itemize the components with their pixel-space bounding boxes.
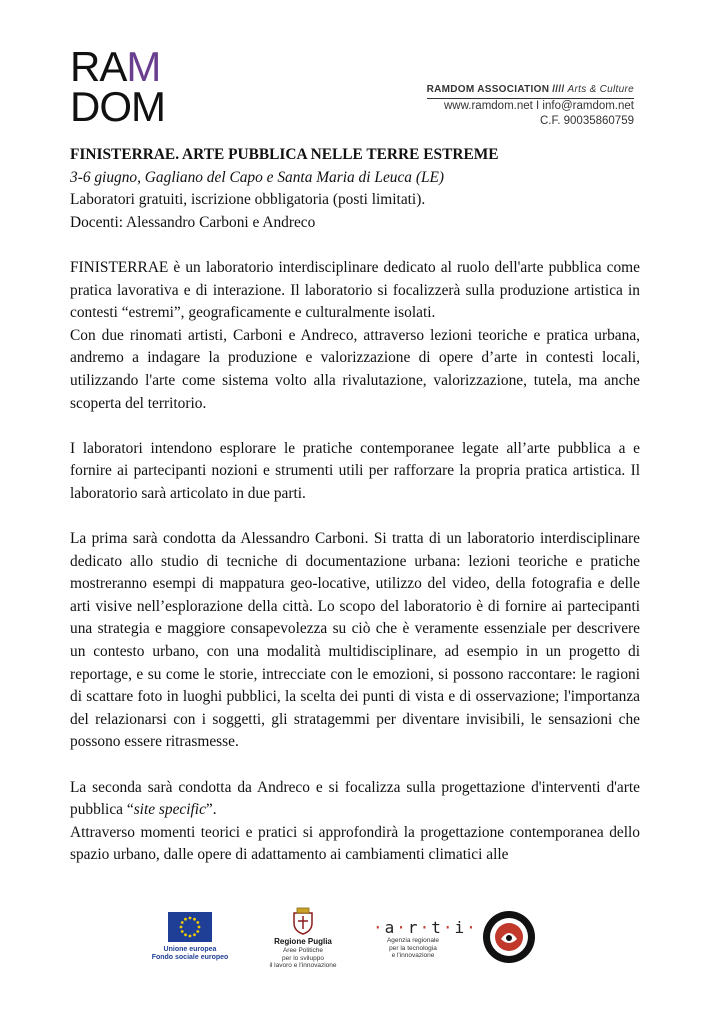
association-separator: //// xyxy=(552,84,565,95)
arti-sub1: Agenzia regionale xyxy=(386,937,440,944)
arti-sub3: e l'innovazione xyxy=(391,952,435,959)
puglia-sub1: Aree Politiche xyxy=(282,947,324,954)
paragraph-artists: Con due rinomati artisti, Carboni e Andreco, attraverso lezioni teoriche e pratica urbana, andremo a indagare la produzione e valorizzazione di opere d’arte in contesti locali, utilizzando l'arte come sistema volto alla rivalutazione, valorizzazione, tutela, ma anche scoperta del territorio. xyxy=(70,326,640,412)
arti-wordmark-icon: ·a·r·t·i· xyxy=(373,918,478,937)
eu-logo xyxy=(145,912,235,962)
paragraph-gap xyxy=(70,754,640,777)
association-fiscal-code: C.F. 90035860759 xyxy=(540,115,634,127)
association-contacts: www.ramdom.net I info@ramdom.net xyxy=(444,100,634,112)
association-name-line xyxy=(427,83,634,99)
paragraph-gap xyxy=(70,234,640,257)
puglia-crest-icon xyxy=(292,907,314,935)
document-dateline: 3-6 giugno, Gagliano del Capo e Santa Maria di Leuca (LE) xyxy=(70,168,445,186)
association-name: RAMDOM ASSOCIATION xyxy=(426,84,550,95)
part-two-end: ”. xyxy=(205,801,217,819)
paragraph-gap xyxy=(70,506,640,529)
puglia-sub2: per lo sviluppo xyxy=(282,954,324,962)
logo-line-top xyxy=(70,43,161,90)
part-two-italic: site specific xyxy=(133,801,206,819)
document-title: FINISTERRAE. ARTE PUBBLICA NELLE TERRE ESTREME xyxy=(70,146,499,163)
paragraph-labs: I laboratori intendono esplorare le pratiche contemporanee legate all’arte pubblica a e fornire ai partecipanti nozioni e strumenti utili per rafforzare la propria pratica artistica. Il laboratorio sarà articolato in due parti. xyxy=(70,439,640,502)
eu-line2: Fondo sociale europeo xyxy=(151,954,229,961)
puglia-sub3: il lavoro e l'innovazione xyxy=(269,962,337,969)
paragraph-intro: FINISTERRAE è un laboratorio interdisciplinare dedicato al ruolo dell'arte pubblica come pratica lavorativa e di interazione. Il laboratorio si focalizzerà sulla produzione artistica in contesti “estremi”, geograficamente e culturalmente isolati. xyxy=(70,258,640,322)
part-two-text: La seconda sarà condotta da Andreco e si focalizza sulla progettazione d'interventi d'arte pubblica “ xyxy=(70,778,640,819)
document-info-line: Laboratori gratuiti, iscrizione obbligatoria (posti limitati). xyxy=(70,191,426,209)
document-body xyxy=(70,144,640,867)
eu-line1: Unione europea xyxy=(163,946,217,953)
arti-logo xyxy=(373,918,478,960)
arti-sub2: per la tecnologia xyxy=(389,944,437,952)
puglia-logo xyxy=(255,907,351,970)
ramdom-logo xyxy=(70,43,165,130)
eu-flag-icon xyxy=(168,912,212,942)
logo-text-m: M xyxy=(126,43,161,90)
association-info xyxy=(427,83,634,129)
circular-badge-icon xyxy=(481,909,537,965)
logo-line-bottom: DOM xyxy=(70,83,165,130)
association-tagline: Arts & Culture xyxy=(567,84,634,95)
document-teachers: Docenti: Alessandro Carboni e Andreco xyxy=(70,213,316,231)
logo-text-ra: RA xyxy=(70,43,127,90)
footer-logos xyxy=(145,907,575,982)
paragraph-design: Attraverso momenti teorici e pratici si approfondirà la progettazione contemporanea dello spazio urbano, dalle opere di adattamento ai cambiamenti climatici alle xyxy=(70,823,640,864)
puglia-name: Regione Puglia xyxy=(274,937,332,946)
eu-stars-icon xyxy=(168,912,212,942)
paragraph-part-two xyxy=(70,777,640,822)
paragraph-gap xyxy=(70,415,640,438)
paragraph-part-one: La prima sarà condotta da Alessandro Carboni. Si tratta di un laboratorio interdisciplinare dedicato allo studio di tecniche di documentazione urbana: lezioni teoriche e pratiche mostreranno esempi di mappatura geo-locative, utilizzo del video, della fotografia e delle arti visive nell’esplorazione della città. Lo scopo del laboratorio è di fornire ai partecipanti una strategia e maggiore consapevolezza su ciò che è veramente essenziale per descrivere un contesto urbano, con una modalità multidisciplinare, ad esempio in un progetto di reportage, e su come le storie, intrecciate con le emozioni, si possono raccontare: le ragioni di scattare foto in luoghi pubblici, la scelta dei punti di vista e di osservazione; l'importanza del relazionarsi con i soggetti, gli stratagemmi per diventare invisibili, le sensazioni che possono essere ritrasmesse. xyxy=(70,530,640,751)
